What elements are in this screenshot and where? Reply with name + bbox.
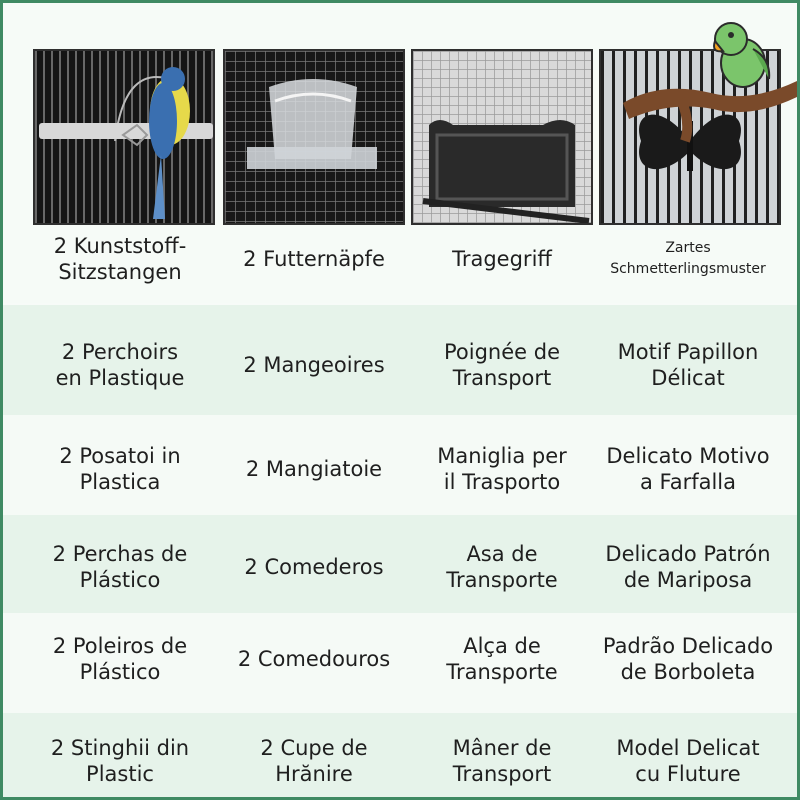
label-perches-es: 2 Perchas de Plástico [52, 542, 188, 592]
feeder-photo [223, 49, 405, 225]
label-feeders-fr: 2 Mangeoires [243, 353, 385, 377]
label-butterfly-pt: Padrão Delicado de Borboleta [602, 634, 774, 684]
label-feeders-ro: 2 Cupe de Hrănire [260, 736, 368, 786]
label-butterfly-it: Delicato Motivo a Farfalla [606, 444, 770, 494]
label-butterfly-de: Zartes Schmetterlingsmuster [610, 240, 766, 277]
label-handle-de: Tragegriff [452, 247, 552, 271]
handle-photo [411, 49, 593, 225]
label-feeders-de: 2 Futternäpfe [243, 247, 385, 271]
label-perches-de: 2 Kunststoff- Sitzstangen [53, 234, 187, 284]
parrot-on-branch-icon [709, 19, 775, 93]
label-butterfly-fr: Motif Papillon Délicat [617, 340, 759, 390]
label-perches-it: 2 Posatoi in Plastica [59, 444, 181, 494]
label-perches-fr: 2 Perchoirs en Plastique [55, 340, 185, 390]
label-handle-fr: Poignée de Transport [443, 340, 560, 390]
label-handle-pt: Alça de Transporte [446, 634, 558, 684]
label-feeders-it: 2 Mangiatoie [245, 457, 383, 481]
label-feeders-pt: 2 Comedouros [237, 647, 391, 671]
label-feeders-es: 2 Comederos [244, 555, 384, 579]
label-perches-pt: 2 Poleiros de Plástico [52, 634, 188, 684]
label-handle-it: Maniglia per il Trasporto [437, 444, 567, 494]
label-butterfly-es: Delicado Patrón de Mariposa [605, 542, 771, 592]
label-perches-ro: 2 Stinghii din Plastic [50, 736, 190, 786]
label-handle-es: Asa de Transporte [446, 542, 558, 592]
perch-photo [33, 49, 215, 225]
label-handle-ro: Mâner de Transport [452, 736, 552, 786]
label-butterfly-ro: Model Delicat cu Fluture [616, 736, 760, 786]
